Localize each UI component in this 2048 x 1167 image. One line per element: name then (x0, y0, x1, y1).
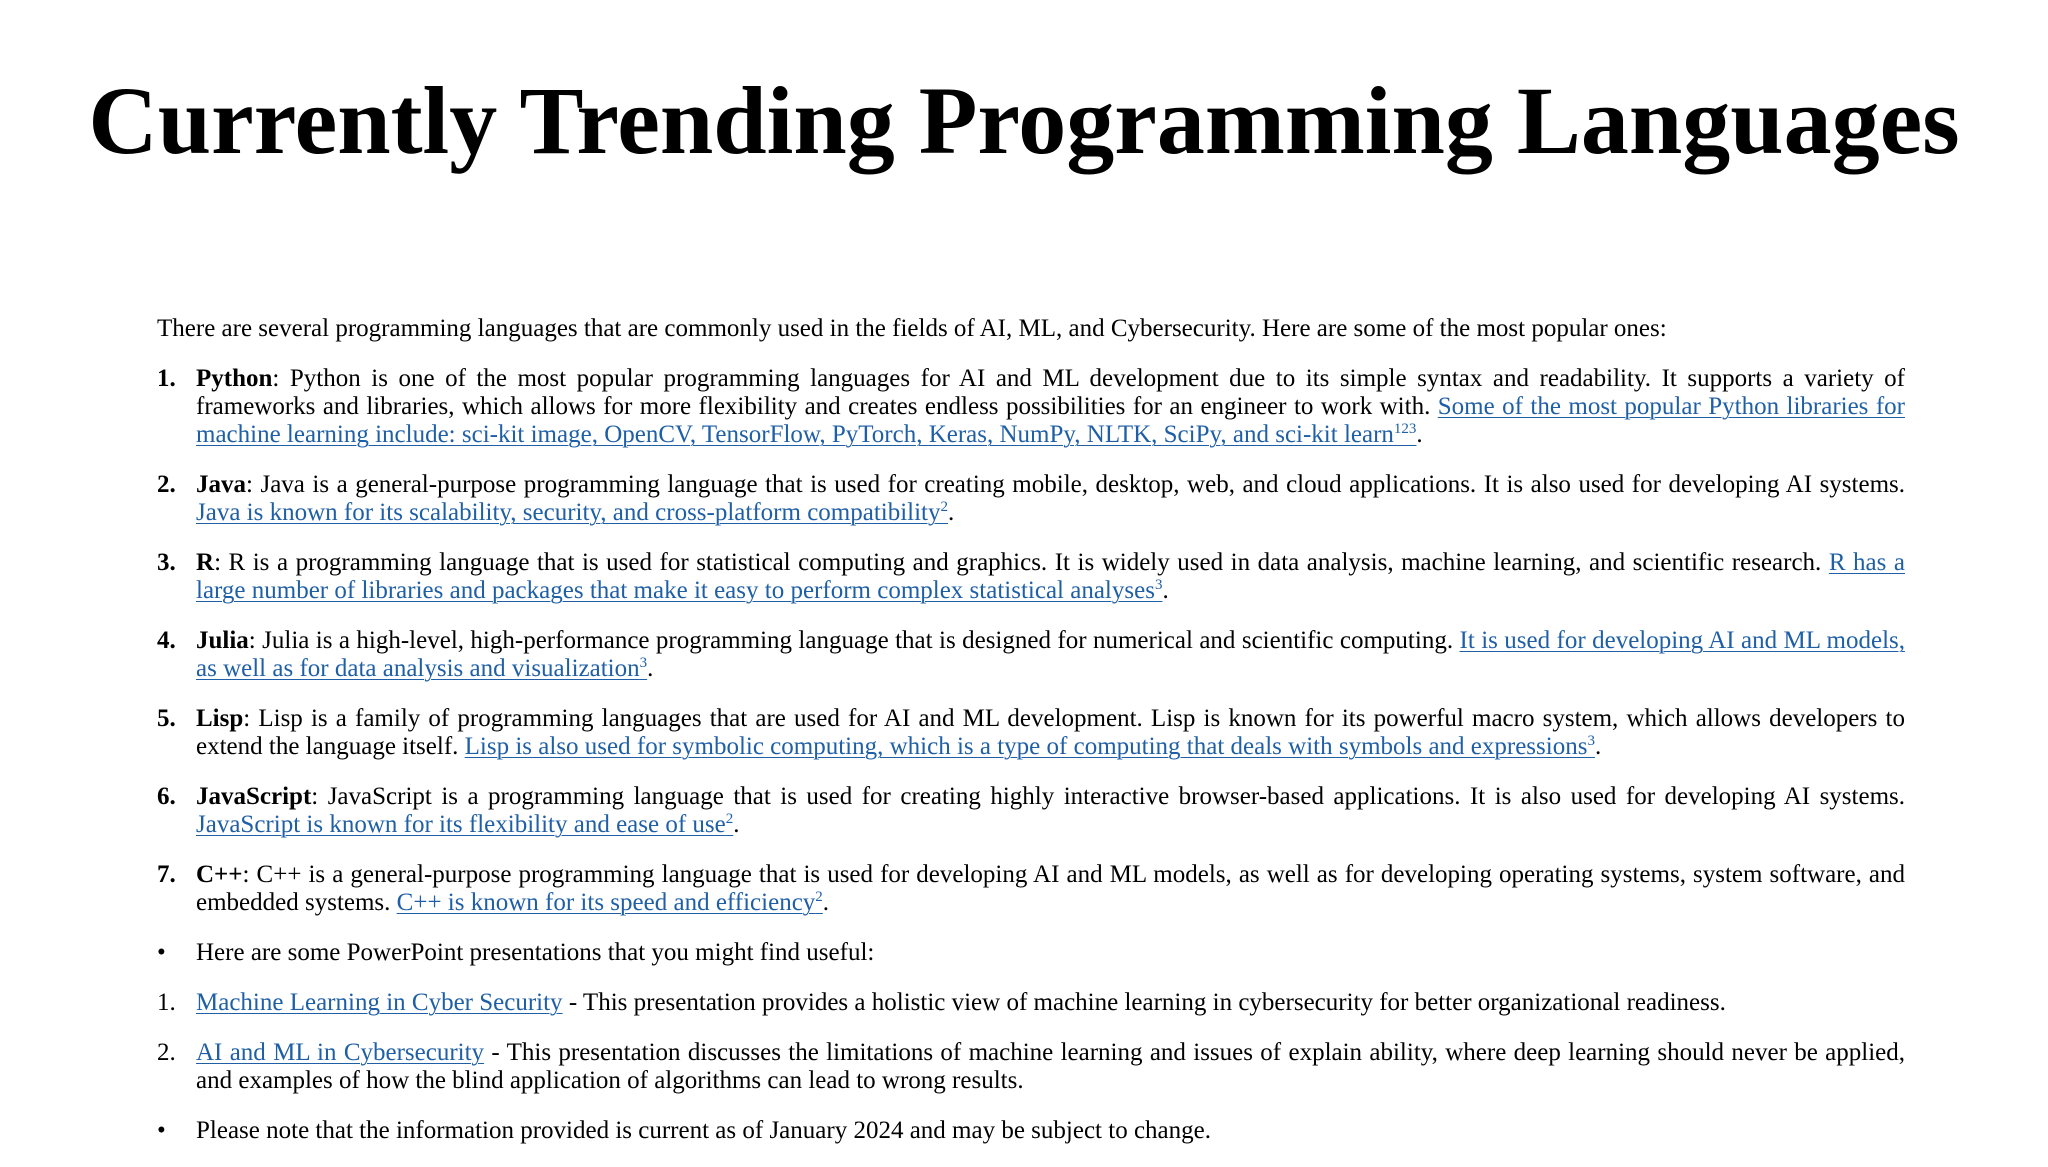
language-name: Python (196, 365, 273, 392)
citation-number[interactable]: 3 (1154, 577, 1163, 593)
sentence-end: . (1416, 421, 1423, 448)
language-description: : C++ is a general-purpose programming language that is used for developing AI and ML models, as well as for developing operating systems, system software, and embedded systems. (196, 861, 1905, 916)
presentations-intro-text: Here are some PowerPoint presentations that you might find useful: (196, 939, 875, 966)
language-name: Julia (196, 627, 249, 654)
list-number: 6. (157, 783, 176, 810)
language-description: : JavaScript is a programming language that is used for creating highly interactive browser-based applications. It is also used for developing AI systems. (311, 783, 1905, 810)
intro-paragraph: There are several programming languages that are commonly used in the fields of AI, ML, and Cybersecurity. Here are some of the most popular ones: (157, 315, 1667, 342)
slide-title: Currently Trending Programming Languages (88, 67, 1960, 174)
language-name: C++ (196, 861, 243, 888)
language-item-r (157, 549, 1905, 605)
citation-number[interactable]: 2 (940, 499, 949, 515)
presentation-link[interactable]: Machine Learning in Cyber Security (196, 989, 563, 1016)
language-item-cpp (157, 861, 1905, 917)
citation-number[interactable]: 2 (725, 811, 734, 827)
presentation-item (157, 989, 1905, 1017)
list-number: 5. (157, 705, 176, 732)
reference-link[interactable] (465, 733, 1595, 760)
bullet-note (157, 1117, 1905, 1145)
citation-number[interactable]: 2 (815, 889, 823, 905)
language-name: Lisp (196, 705, 244, 732)
bullet-presentations-intro (157, 939, 1905, 967)
list-number: 2. (157, 1039, 176, 1066)
language-item-julia (157, 627, 1905, 683)
language-item-lisp (157, 705, 1905, 761)
language-description: : R is a programming language that is used for statistical computing and graphics. It is widely used in data analysis, machine learning, and scientific research. (214, 549, 1829, 576)
reference-link-text[interactable]: Some of the most popular Python libraries for machine learning include: sci-kit image, OpenCV, TensorFlow, PyTorch, Keras, NumPy, NLTK, SciPy, and sci-kit learn (196, 393, 1905, 448)
sentence-end: . (1594, 733, 1602, 760)
reference-link[interactable] (196, 811, 733, 838)
presentation-link[interactable]: AI and ML in Cybersecurity (196, 1039, 485, 1066)
sentence-end: . (1162, 577, 1169, 604)
sentence-end: . (948, 499, 955, 526)
slide-body (157, 315, 1905, 1167)
reference-link-text[interactable]: It is used for developing AI and ML models, as well as for data analysis and visualization (196, 627, 1905, 682)
reference-link[interactable] (196, 499, 948, 526)
presentation-description: - This presentation provides a holistic view of machine learning in cybersecurity for better organizational readiness. (562, 989, 1726, 1016)
citation-number[interactable]: 3 (639, 655, 648, 671)
language-description: : Julia is a high-level, high-performance programming language that is designed for numerical and scientific computing. (248, 627, 1460, 654)
citation-number[interactable]: 123 (1393, 421, 1417, 437)
language-description: : Python is one of the most popular programming languages for AI and ML development due to its simple syntax and readability. It supports a variety of frameworks and libraries, which allows for more flexibility and creates endless possibilities for an engineer to work with. (196, 365, 1905, 420)
note-text: Please note that the information provided is current as of January 2024 and may be subject to change. (196, 1117, 1211, 1144)
list-number: 7. (157, 861, 176, 888)
sentence-end: . (733, 811, 740, 838)
list-number: 4. (157, 627, 176, 654)
language-item-python (157, 365, 1905, 449)
reference-link-text[interactable]: Java is known for its scalability, security, and cross-platform compatibility (196, 499, 941, 526)
citation-number[interactable]: 3 (1587, 733, 1595, 749)
language-description: : Java is a general-purpose programming language that is used for creating mobile, desktop, web, and cloud applications. It is also used for developing AI systems. (246, 471, 1905, 498)
list-number: 2. (157, 471, 176, 498)
language-item-javascript (157, 783, 1905, 839)
presentation-item (157, 1039, 1905, 1095)
reference-link-text[interactable]: C++ is known for its speed and efficiency (396, 889, 816, 916)
sentence-end: . (822, 889, 830, 916)
reference-link-text[interactable]: Lisp is also used for symbolic computing, which is a type of computing that deals with symbols and expressions (464, 733, 1588, 760)
reference-link-text[interactable]: JavaScript is known for its flexibility and ease of use (196, 811, 726, 838)
list-number: 1. (157, 989, 176, 1016)
language-description: : Lisp is a family of programming languages that are used for AI and ML development. Lisp is known for its powerful macro system, which allows developers to extend the language itself. (196, 705, 1905, 760)
bullet-point-icon: • (157, 939, 166, 966)
list-number: 3. (157, 549, 176, 576)
presentation-description: - This presentation discusses the limitations of machine learning and issues of explain ability, where deep learning should never be applied, and examples of how the blind application of algorithms can lead to wrong results. (196, 1039, 1905, 1094)
language-name: Java (196, 471, 246, 498)
reference-link[interactable] (397, 889, 823, 916)
sentence-end: . (647, 655, 654, 682)
reference-link-text[interactable]: R has a large number of libraries and packages that make it easy to perform complex statistical analyses (196, 549, 1905, 604)
list-number: 1. (157, 365, 176, 392)
language-item-java (157, 471, 1905, 527)
language-name: JavaScript (196, 783, 312, 810)
bullet-point-icon: • (157, 1117, 166, 1144)
language-name: R (196, 549, 215, 576)
